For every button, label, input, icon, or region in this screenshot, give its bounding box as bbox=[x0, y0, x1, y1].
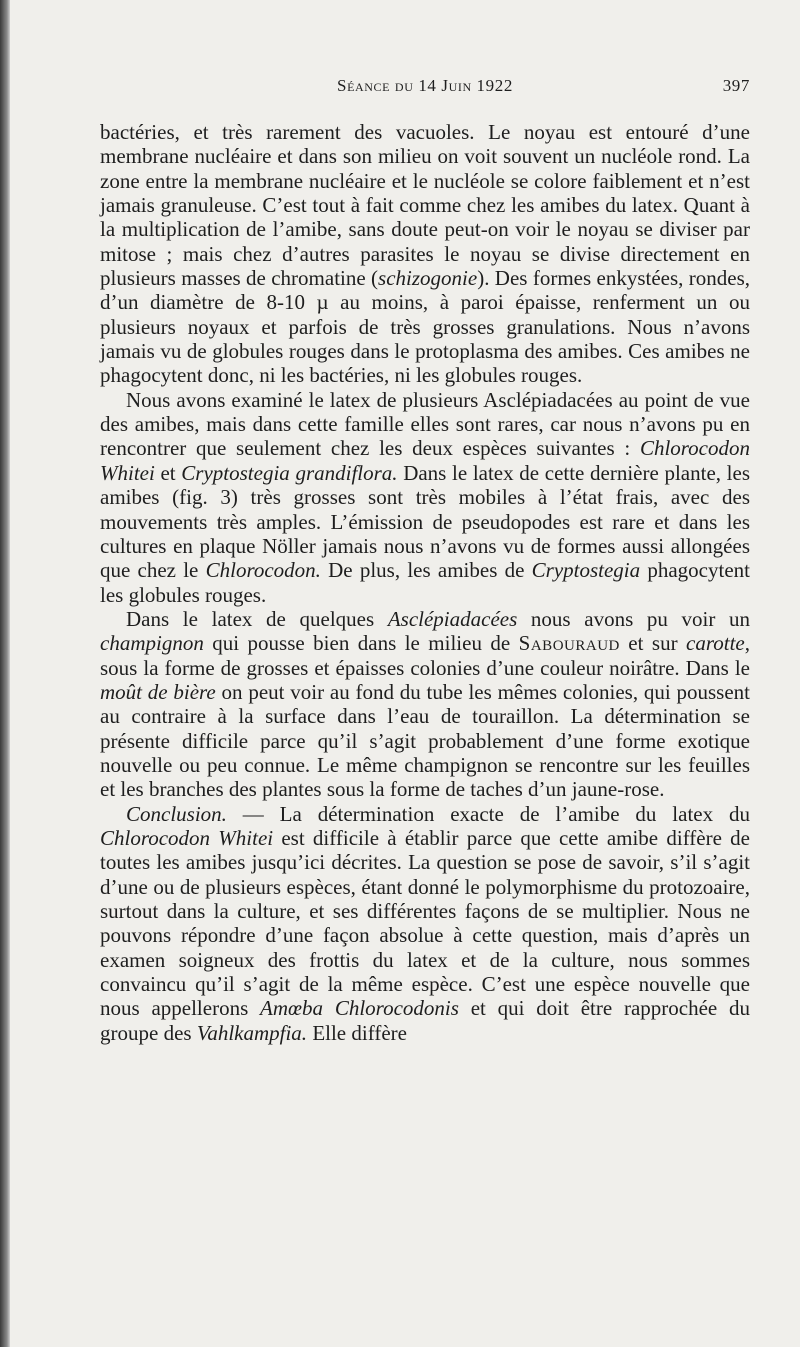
book-gutter bbox=[0, 0, 10, 1347]
text-segment: Elle diffère bbox=[307, 1020, 407, 1045]
text-segment: phagocytent les globules rouges. bbox=[100, 558, 750, 607]
text-segment: et sur bbox=[619, 631, 687, 656]
running-title: Séance du 14 Juin 1922 bbox=[337, 76, 513, 95]
text-segment: — La détermination exacte de l’amibe du latex du bbox=[226, 801, 750, 826]
paragraph bbox=[100, 120, 750, 388]
italic-text: Vahlkampfia. bbox=[196, 1020, 308, 1045]
paragraph bbox=[100, 607, 750, 802]
text-segment: Dans le latex de quelques bbox=[126, 606, 388, 631]
italic-text: Cryptostegia bbox=[531, 558, 641, 583]
running-header bbox=[100, 76, 750, 102]
text-segment: De plus, les amibes de bbox=[320, 558, 532, 583]
italic-text: Asclépiadacées bbox=[387, 606, 518, 631]
body-text bbox=[100, 120, 750, 1045]
italic-text: Chlorocodon Whitei bbox=[100, 825, 274, 850]
italic-text: Chlorocodon Whitei bbox=[100, 436, 750, 485]
italic-text: Amœba Chlorocodonis bbox=[260, 996, 459, 1021]
text-segment: Nous avons examiné le latex de plusieurs Asclépiadacées au point de vue des amibes, mais dans cette famille elles sont rares, car nous n’avons pu en rencontrer que seulement chez les deux espèces suivantes : bbox=[100, 387, 750, 461]
text-segment: bactéries, et très rarement des vacuoles. Le noyau est entouré d’une membrane nucléaire et dans son milieu on voit souvent un nucléole rond. La zone entre la membrane nucléaire et le nucléole se colore faiblement et n’est jamais granuleuse. C’est tout à fait comme chez les amibes du latex. Quant à la multiplication de l’amibe, sans doute peut-on voir le noyau se diviser par mitose ; mais chez d’autres parasites le noyau se divise directement en plusieurs masses de chromatine ( bbox=[100, 120, 750, 291]
text-segment: nous avons pu voir un bbox=[517, 606, 751, 631]
italic-text: Conclusion. bbox=[126, 801, 227, 826]
text-segment: , sous la forme de grosses et épaisses colonies d’une couleur noirâtre. Dans le bbox=[100, 631, 750, 680]
text-segment: on peut voir au fond du tube les mêmes colonies, qui poussent au contraire à la surface dans l’eau de touraillon. La détermination se présente difficile parce qu’il s’agit probablement d’une forme exotique nouvelle ou peu connue. Le même champignon se rencontre sur les feuilles et les branches des plantes sous la forme de taches d’un jaune-rose. bbox=[100, 679, 750, 802]
book-page bbox=[10, 0, 800, 1347]
page-number: 397 bbox=[722, 76, 750, 95]
text-segment: ). Des formes enkystées, rondes, d’un diamètre de 8-10 µ au moins, à paroi épaisse, renferment un ou plusieurs noyaux et parfois de très grosses granulations. Nous n’avons jamais vu de globules rouges dans le protoplasma des amibes. Ces amibes ne phagocytent donc, ni les bactéries, ni les globules rouges. bbox=[100, 266, 750, 388]
italic-text: champignon bbox=[100, 631, 204, 656]
text-segment: et bbox=[154, 460, 182, 485]
italic-text: carotte bbox=[686, 631, 745, 656]
italic-text: Chlorocodon. bbox=[205, 558, 321, 583]
paragraph bbox=[100, 802, 750, 1045]
author-name: Sabouraud bbox=[518, 631, 620, 656]
italic-text: Cryptostegia grandiflora. bbox=[181, 460, 398, 485]
text-segment: qui pousse bien dans le milieu de bbox=[203, 631, 519, 656]
text-segment: Dans le latex de cette dernière plante, les amibes (fig. 3) très grosses sont très mobiles à l’état frais, avec des mouvements très amples. L’émission de pseudopodes est rare et dans les cultures en plaque Nöller jamais nous n’avons vu de formes aussi allongées que chez le bbox=[100, 460, 750, 583]
paragraph bbox=[100, 388, 750, 607]
italic-text: moût de bière bbox=[100, 679, 216, 704]
text-segment: est difficile à établir parce que cette amibe diffère de toutes les amibes jusqu’ici décrites. La question se pose de savoir, s’il s’agit d’une ou de plusieurs espèces, étant donné le polymorphisme du protozoaire, surtout dans la culture, et ses différentes façons de se multiplier. Nous ne pouvons répondre d’une façon absolue à cette question, mais d’après un examen soigneux des frottis du latex et de la culture, nous sommes convaincu qu’il s’agit de la même espèce. C’est une espèce nouvelle que nous appellerons bbox=[100, 825, 750, 1021]
text-segment: et qui doit être rapprochée du groupe des bbox=[100, 996, 751, 1045]
italic-text: schizogonie bbox=[378, 266, 478, 291]
